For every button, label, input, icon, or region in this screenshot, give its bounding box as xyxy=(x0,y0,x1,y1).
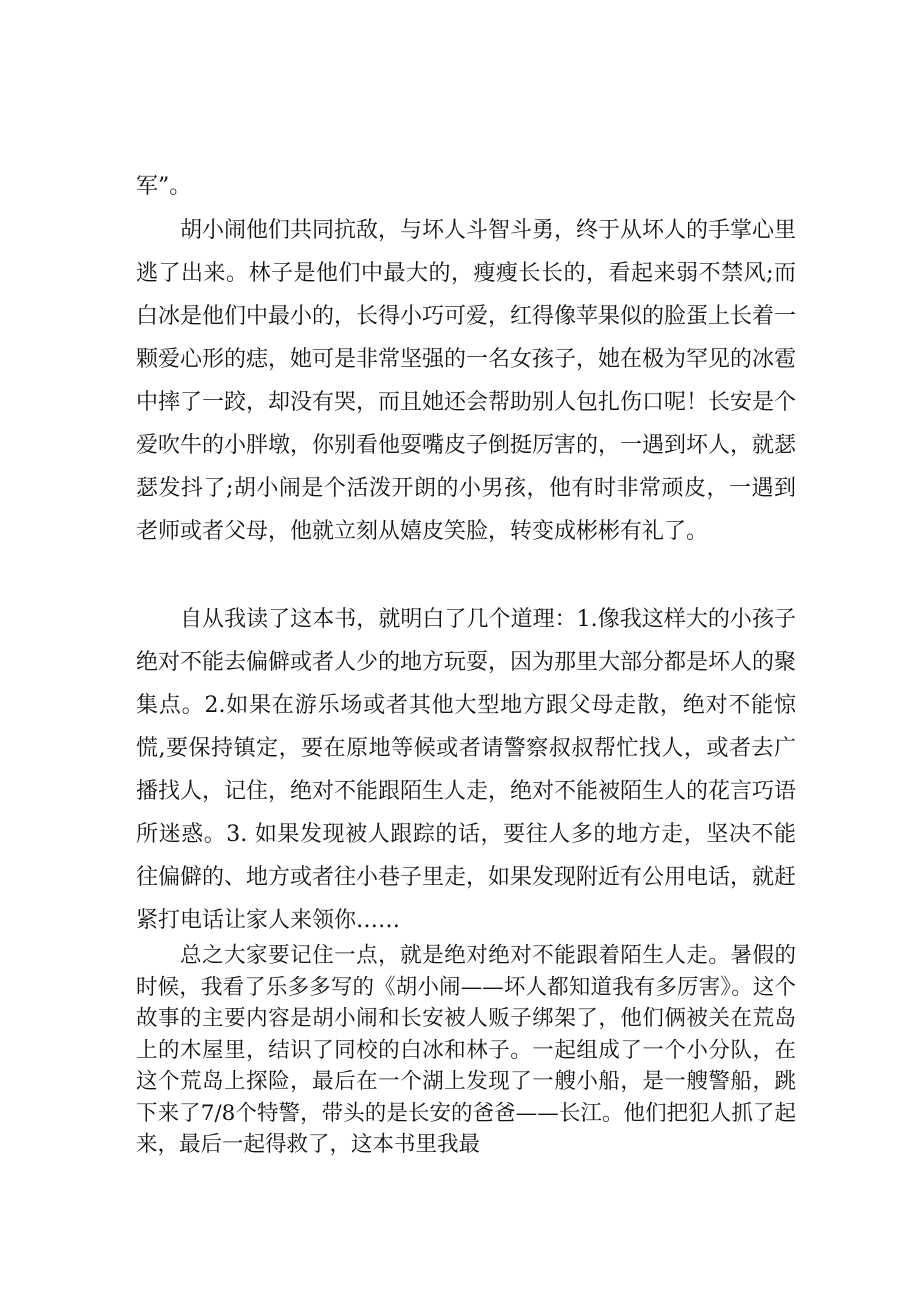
paragraph-lessons: 自从我读了这本书，就明白了几个道理：1.像我这样大的小孩子绝对不能去偏僻或者人少的地方玩耍，因为那里大部分都是坏人的聚集点。2.如果在游乐场或者其他大型地方跟父母走散，绝对不能惊慌,要保持镇定，要在原地等候或者请警察叔叔帮忙找人，或者去广播找人，记住，绝对不能跟陌生人走，绝对不能被陌生人的花言巧语所迷惑。3. 如果发现被人跟踪的话，要往人多的地方走，坚决不能往偏僻的、地方或者往小巷子里走，如果发现附近有公用电话，就赶紧打电话让家人来领你…… xyxy=(136,607,797,933)
paragraph-continuation: 军”。 xyxy=(136,174,192,199)
paragraph-characters: 胡小闹他们共同抗敌，与坏人斗智斗勇，终于从坏人的手掌心里逃了出来。林子是他们中最大的，瘦瘦长长的，看起来弱不禁风;而白冰是他们中最小的，长得小巧可爱，红得像苹果似的脸蛋上长着一颗爱心形的痣，她可是非常坚强的一名女孩子，她在极为罕见的冰雹中摔了一跤，却没有哭，而且她还会帮助别人包扎伤口呢！长安是个爱吹牛的小胖墩，你别看他耍嘴皮子倒挺厉害的，一遇到坏人，就瑟瑟发抖了;胡小闹是个活泼开朗的小男孩，他有时非常顽皮，一遇到老师或者父母，他就立刻从嬉皮笑脸，转变成彬彬有礼了。 xyxy=(136,218,797,544)
paragraph-summary: 总之大家要记住一点，就是绝对绝对不能跟着陌生人走。暑假的时候，我看了乐多多写的《胡小闹——坏人都知道我有多厉害》。这个故事的主要内容是胡小闹和长安被人贩子绑架了，他们俩被关在荒岛上的木屋里，结识了同校的白冰和林子。一起组成了一个小分队，在这个荒岛上探险，最后在一个湖上发现了一艘小船，是一艘警船，跳下来了7/8个特警，带头的是长安的爸爸——长江。他们把犯人抓了起来，最后一起得救了，这本书里我最 xyxy=(136,943,796,1157)
